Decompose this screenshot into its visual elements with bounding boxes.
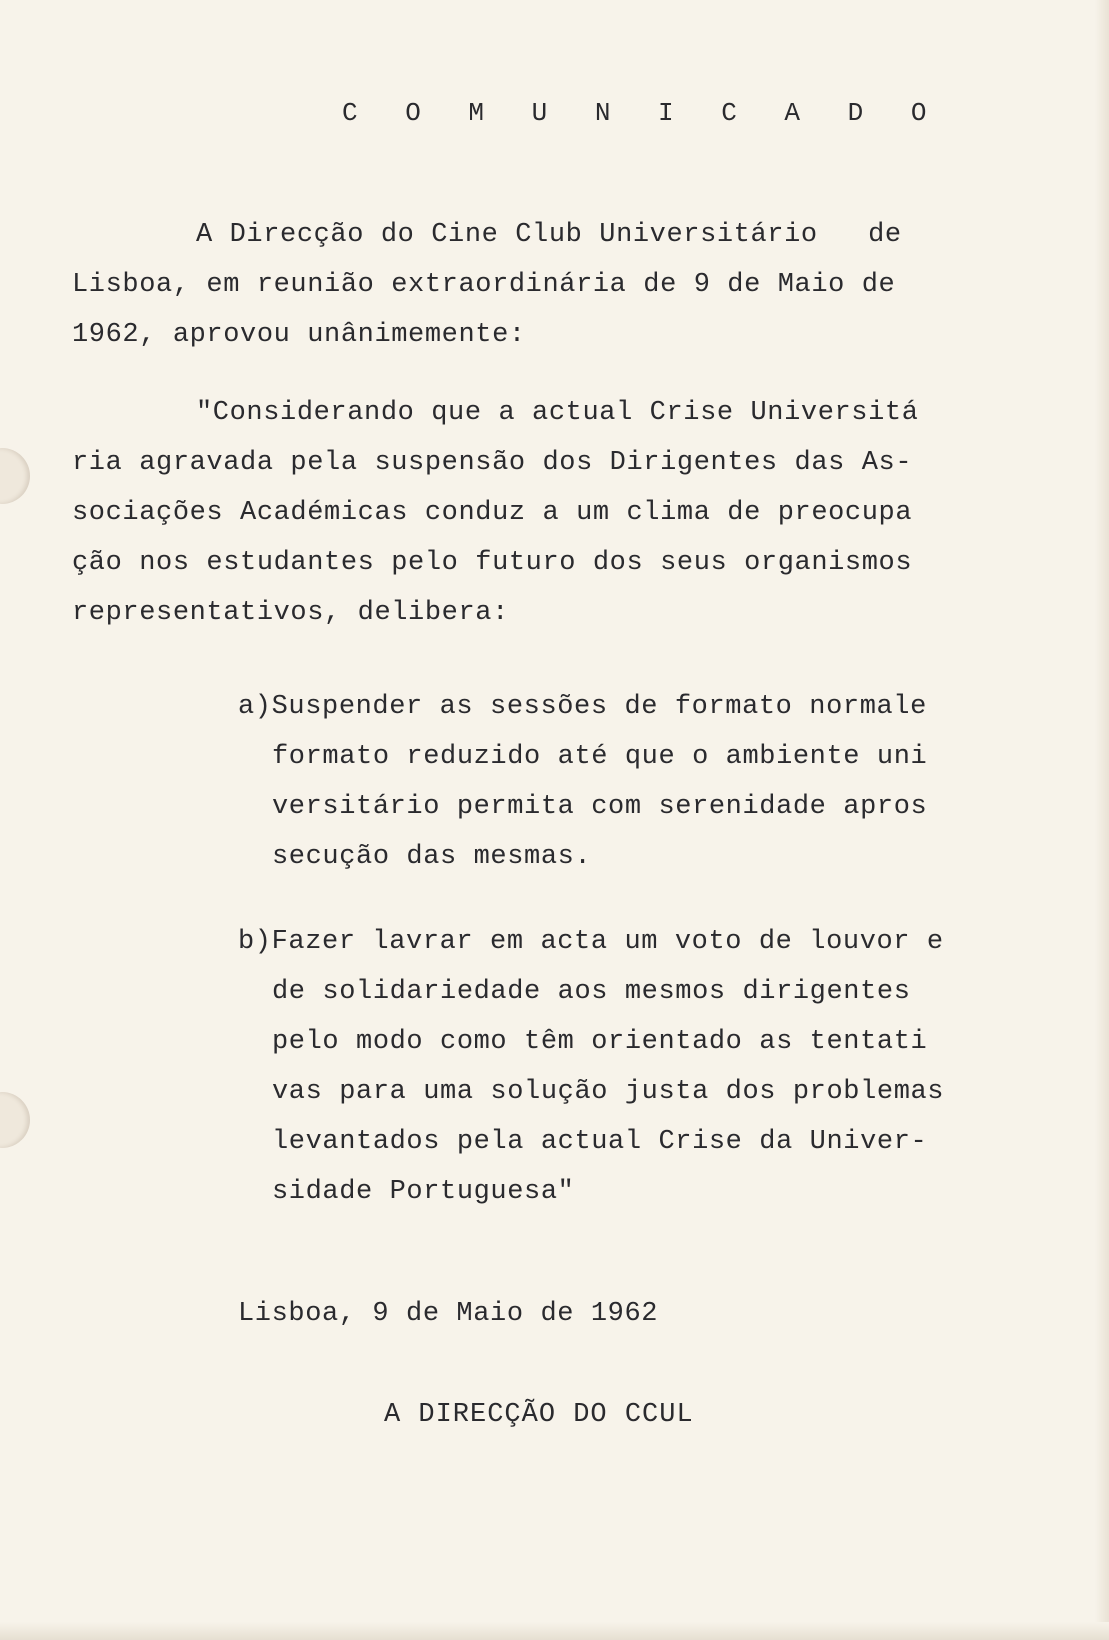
item-b-line: pelo modo como têm orientado as tentati bbox=[272, 1027, 928, 1057]
quote-line: sociações Académicas conduz a um clima de preocupa bbox=[72, 498, 913, 528]
item-b-line: levantados pela actual Crise da Univer- bbox=[272, 1127, 928, 1157]
item-a-line: versitário permita com serenidade apros bbox=[272, 792, 928, 822]
paper-edge-bottom bbox=[0, 1622, 1109, 1640]
item-a-line: a)Suspender as sessões de formato normale bbox=[238, 692, 927, 722]
item-b-line: de solidariedade aos mesmos dirigentes bbox=[272, 977, 911, 1007]
quote-line: "Considerando que a actual Crise Universitá bbox=[196, 398, 919, 428]
intro-line: 1962, aprovou unânimemente: bbox=[72, 320, 526, 350]
punch-hole-top bbox=[0, 448, 30, 504]
document-title: C O M U N I C A D O bbox=[342, 98, 943, 128]
item-b-line: sidade Portuguesa" bbox=[272, 1177, 575, 1207]
signature: A DIRECÇÃO DO CCUL bbox=[384, 1400, 694, 1430]
item-b-line: b)Fazer lavrar em acta um voto de louvor e bbox=[238, 927, 944, 957]
quote-line: representativos, delibera: bbox=[72, 598, 509, 628]
quote-line: ria agravada pela suspensão dos Dirigentes das As- bbox=[72, 448, 913, 478]
paper-edge-right bbox=[1095, 0, 1109, 1640]
quote-line: ção nos estudantes pelo futuro dos seus organismos bbox=[72, 548, 913, 578]
punch-hole-bottom bbox=[0, 1092, 30, 1148]
item-a-line: secução das mesmas. bbox=[272, 842, 592, 872]
item-b-line: vas para uma solução justa dos problemas bbox=[272, 1077, 945, 1107]
intro-line: A Direcção do Cine Club Universitário de bbox=[196, 220, 902, 250]
intro-line: Lisboa, em reunião extraordinária de 9 de Maio de bbox=[72, 270, 896, 300]
item-a-line: formato reduzido até que o ambiente uni bbox=[272, 742, 928, 772]
place-date: Lisboa, 9 de Maio de 1962 bbox=[238, 1299, 659, 1329]
